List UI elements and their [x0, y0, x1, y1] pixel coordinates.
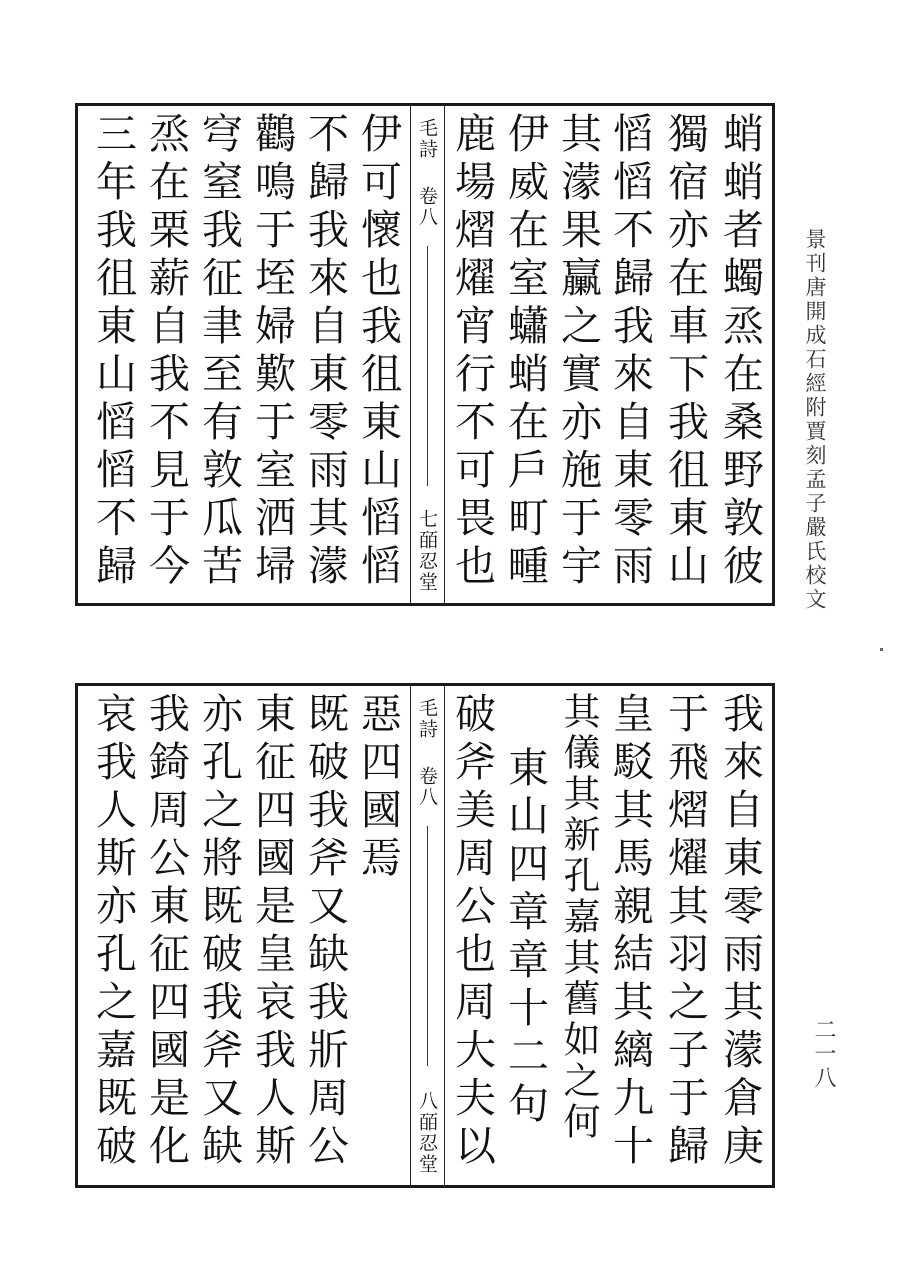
chapter-summary: 東山四章章十二句 — [501, 746, 549, 1130]
text-column: 鸛鳴于垤婦歎于室洒埽 — [248, 112, 296, 592]
text-column: 伊威在室蠨蛸在戶町畽 — [501, 112, 549, 592]
journal-name: 毛詩 — [416, 118, 438, 160]
hall-name: 皕忍堂 — [416, 530, 438, 593]
text-column: 蛸蛸者蠋烝在桑野敦彼 — [716, 112, 764, 592]
center-rule — [427, 246, 428, 486]
text-column: 鹿場熠燿宵行不可畏也 — [448, 112, 496, 592]
text-column: 獨宿亦在車下我徂東山 — [661, 112, 709, 592]
volume-label: 卷八 — [416, 766, 438, 808]
text-column: 亦孔之將既破我斧又缺 — [195, 692, 243, 1172]
page-number: 二一八 — [811, 1018, 836, 1090]
text-column: 破斧美周公也周大夫以 — [448, 692, 496, 1172]
text-column: 不歸我來自東零雨其濛 — [301, 112, 349, 592]
text-column: 慆慆不歸我來自東零雨 — [606, 112, 654, 592]
text-column: 既破我斧又缺我斨周公 — [301, 692, 349, 1172]
center-margin-column — [410, 686, 445, 1185]
center-margin-column — [410, 106, 445, 603]
center-footer — [415, 1091, 439, 1175]
hall-name: 皕忍堂 — [416, 1112, 438, 1175]
text-column: 我錡周公東征四國是化 — [142, 692, 190, 1172]
volume-label: 卷八 — [416, 186, 438, 228]
text-column: 皇駁其馬親結其縭九十 — [606, 692, 654, 1172]
center-footer — [415, 509, 439, 593]
book-title: 景刊唐開成石經附賈刻孟子嚴氏校文 — [803, 228, 827, 612]
divider-dot — [880, 648, 883, 651]
text-column: 東征四國是皇哀我人斯 — [248, 692, 296, 1172]
text-column: 惡四國焉 — [354, 692, 402, 884]
text-column: 我來自東零雨其濛倉庚 — [716, 692, 764, 1172]
center-rule — [427, 826, 428, 1066]
journal-name: 毛詩 — [416, 698, 438, 740]
text-column: 其濛果臝之實亦施于宇 — [554, 112, 602, 592]
center-header — [415, 698, 439, 808]
text-column: 哀我人斯亦孔之嘉既破 — [89, 692, 137, 1172]
text-column: 其儀其新孔嘉其舊如之何 — [557, 692, 600, 1143]
center-header — [415, 118, 439, 228]
text-column: 三年我徂東山慆慆不歸 — [89, 112, 137, 592]
folio-number: 八 — [416, 1091, 438, 1112]
text-column: 穹窒我征聿至有敦瓜苦 — [195, 112, 243, 592]
top-text-block — [75, 103, 775, 606]
text-column: 伊可懷也我徂東山慆慆 — [354, 112, 402, 592]
bottom-text-block — [75, 683, 775, 1188]
text-column: 烝在栗薪自我不見于今 — [142, 112, 190, 592]
folio-number: 七 — [416, 509, 438, 530]
text-column: 于飛熠燿其羽之子于歸 — [661, 692, 709, 1172]
